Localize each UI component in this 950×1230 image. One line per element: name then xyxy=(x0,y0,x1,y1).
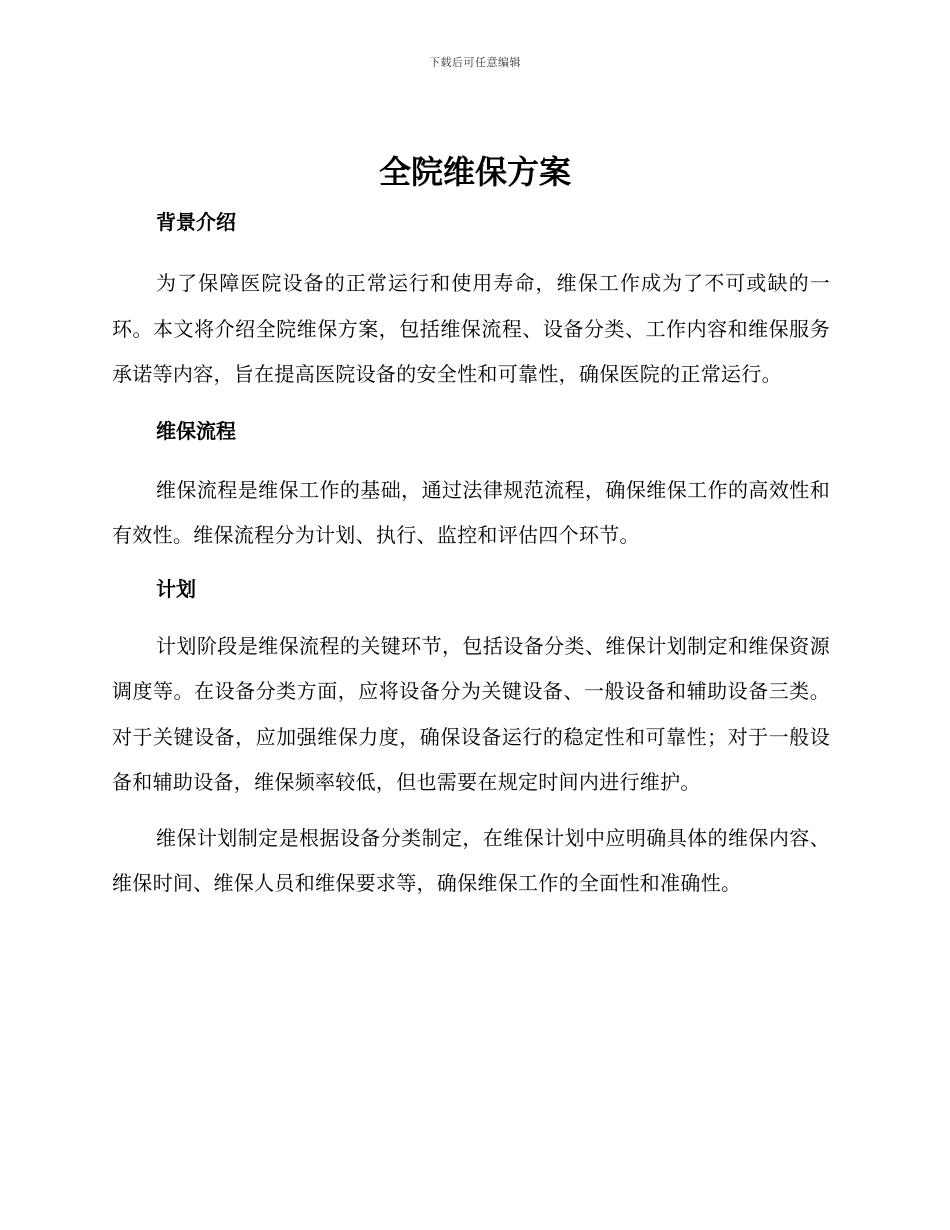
section-heading-background: 背景介绍 xyxy=(156,210,236,234)
paragraph-plan-schedule: 维保计划制定是根据设备分类制定，在维保计划中应明确具体的维保内容、维保时间、维保人员和维保要求等，确保维保工作的全面性和准确性。 xyxy=(112,825,830,895)
header-note: 下载后可任意编辑 xyxy=(429,56,521,69)
paragraph-plan-classification: 计划阶段是维保流程的关键环节，包括设备分类、维保计划制定和维保资源调度等。在设备分类方面，应将设备分为关键设备、一般设备和辅助设备三类。对于关键设备，应加强维保力度，确保设备运行的稳定性和可靠性；对于一般设备和辅助设备，维保频率较低，但也需要在规定时间内进行维护。 xyxy=(112,633,830,794)
section-heading-plan: 计划 xyxy=(156,576,196,601)
document-body xyxy=(112,205,830,907)
paragraph-process: 维保流程是维保工作的基础，通过法律规范流程，确保维保工作的高效性和有效性。维保流程分为计划、执行、监控和评估四个环节。 xyxy=(112,477,830,547)
section-heading-process: 维保流程 xyxy=(156,418,236,443)
paragraph-background: 为了保障医院设备的正常运行和使用寿命，维保工作成为了不可或缺的一环。本文将介绍全院维保方案，包括维保流程、设备分类、工作内容和维保服务承诺等内容，旨在提高医院设备的安全性和可靠性，确保医院的正常运行。 xyxy=(112,271,830,386)
document-title: 全院维保方案 xyxy=(378,153,571,191)
